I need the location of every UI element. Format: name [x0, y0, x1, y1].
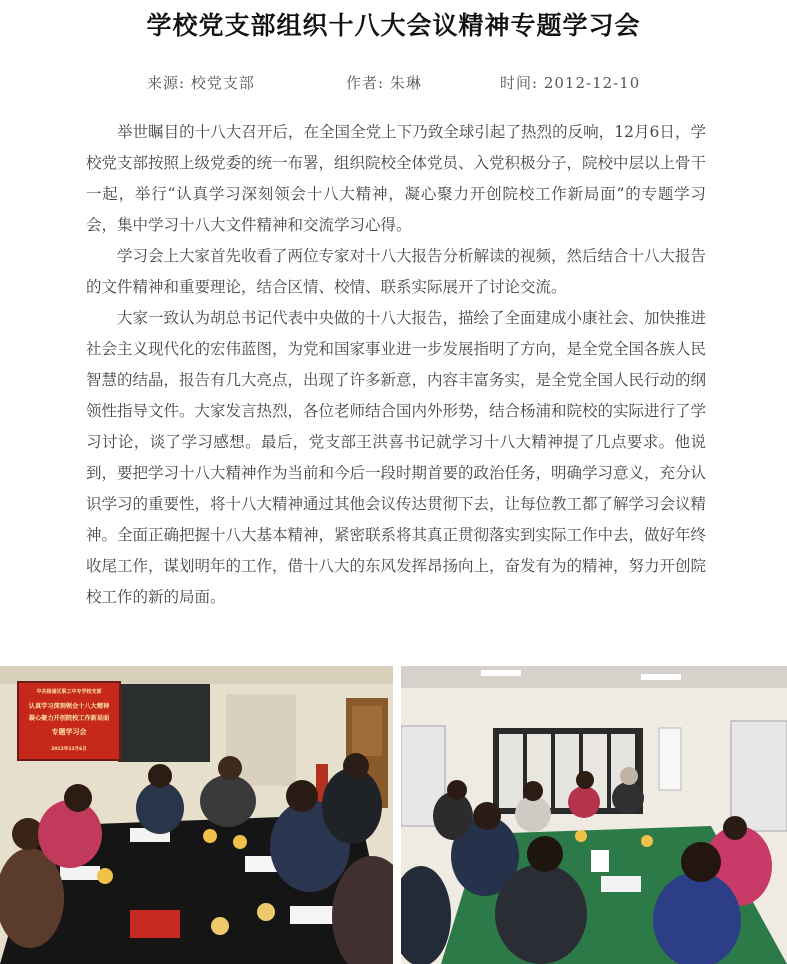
article-title: 学校党支部组织十八大会议精神专题学习会	[146, 11, 641, 40]
article-body	[86, 117, 706, 613]
screen-line-1: 中共杨浦区职工中专学校支部	[36, 689, 102, 695]
meeting-photo-left	[0, 666, 393, 964]
screen-line-3: 凝心聚力开创院校工作新局面	[28, 715, 110, 722]
meta-time: 时间: 2012-12-10	[500, 74, 641, 92]
screen-line-5: 2012年12月6日	[51, 747, 87, 752]
article-meta	[0, 72, 787, 94]
paragraph: 举世瞩目的十八大召开后，在全国全党上下乃致全球引起了热烈的反响，12月6日，学校党支部按照上级党委的统一布署，组织院校全体党员、入党积极分子，院校中层以上骨干一起，举行“认真学习深刻领会十八大精神，凝心聚力开创院校工作新局面”的专题学习会，集中学习十八大文件精神和交流学习心得。	[86, 123, 707, 234]
screen-line-2: 认真学习深刻领会十八大精神	[28, 703, 110, 710]
screen-line-4: 专题学习会	[51, 728, 87, 736]
paragraph: 学习会上大家首先收看了两位专家对十八大报告分析解读的视频，然后结合十八大报告的文件精神和重要理论，结合区情、校情、联系实际展开了讨论交流。	[86, 247, 707, 296]
meta-author: 作者: 朱琳	[346, 74, 422, 92]
meta-source: 来源: 校党支部	[147, 74, 255, 92]
meeting-photo-right	[401, 666, 787, 964]
paragraph: 大家一致认为胡总书记代表中央做的十八大报告，描绘了全面建成小康社会、加快推进社会主义现代化的宏伟蓝图，为党和国家事业进一步发展指明了方向，是全党全国各族人民智慧的结晶，报告有几大亮点，出现了许多新意，内容丰富务实，是全党全国人民行动的纲领性指导文件。大家发言热烈，各位老师结合国内外形势，结合杨浦和院校的实际进行了学习讨论，谈了学习感想。最后，党支部王洪喜书记就学习十八大精神提了几点要求。他说到，要把学习十八大精神作为当前和今后一段时期首要的政治任务，明确学习意义，充分认识学习的重要性，将十八大精神通过其他会议传达贯彻下去，让每位教工都了解学习会议精神。全面正确把握十八大基本精神，紧密联系将其真正贯彻落实到实际工作中去，做好年终收尾工作，谋划明年的工作，借十八大的东风发挥昂扬向上，奋发有为的精神，努力开创院校工作的新的局面。	[86, 309, 707, 606]
